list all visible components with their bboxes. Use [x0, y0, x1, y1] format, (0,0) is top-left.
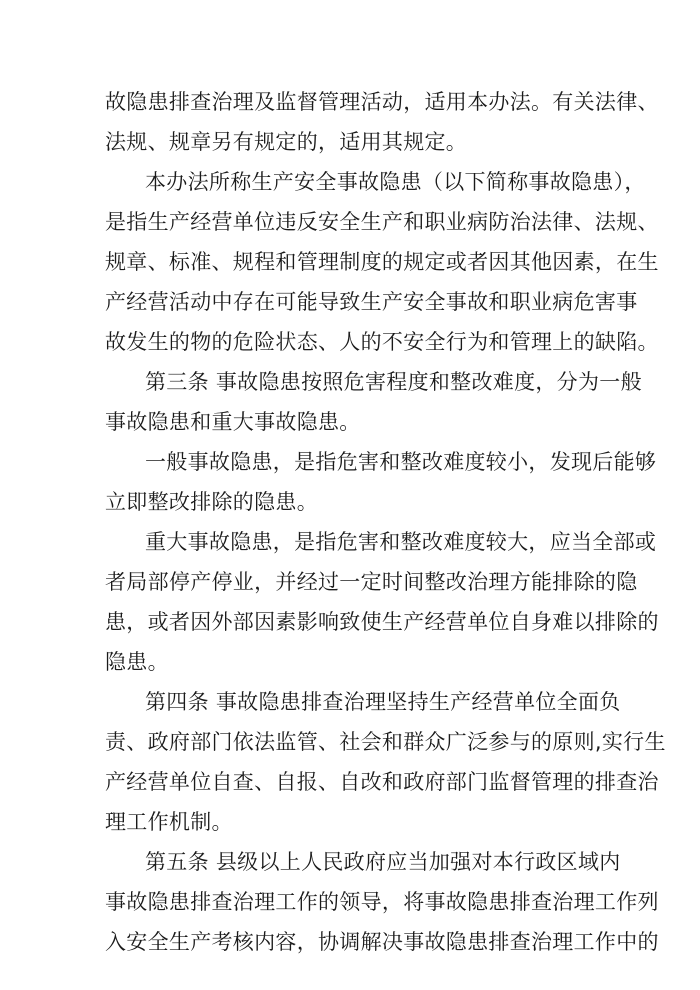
text-line: 患，或者因外部因素影响致使生产经营单位自身难以排除的 — [105, 610, 659, 634]
text-line: 理工作机制。 — [105, 810, 233, 834]
text-line: 责、政府部门依法监管、社会和群众广泛参与的原则,实行生 — [105, 730, 666, 754]
text-line: 入安全生产考核内容，协调解决事故隐患排查治理工作中的 — [105, 930, 659, 954]
paragraph-first-line: 重大事故隐患，是指危害和整改难度较大，应当全部或 — [145, 530, 657, 554]
text-line: 立即整改排除的隐患。 — [105, 490, 318, 514]
text-line: 故隐患排查治理及监督管理活动，适用本办法。有关法律、 — [105, 90, 659, 114]
text-line: 产经营活动中存在可能导致生产安全事故和职业病危害事 — [105, 290, 638, 314]
text-line: 是指生产经营单位违反安全生产和职业病防治法律、法规、 — [105, 210, 659, 234]
text-line: 规章、标准、规程和管理制度的规定或者因其他因素，在生 — [105, 250, 659, 274]
text-line: 产经营单位自查、自报、自改和政府部门监督管理的排查治 — [105, 770, 659, 794]
text-line: 法规、规章另有规定的，适用其规定。 — [105, 130, 468, 154]
paragraph-first-line: 本办法所称生产安全事故隐患（以下简称事故隐患）， — [145, 170, 646, 194]
text-line: 事故隐患排查治理工作的领导，将事故隐患排查治理工作列 — [105, 890, 659, 914]
paragraph-first-line: 一般事故隐患，是指危害和整改难度较小，发现后能够 — [145, 450, 657, 474]
text-line: 故发生的物的危险状态、人的不安全行为和管理上的缺陷。 — [105, 330, 659, 354]
article-3-first-line: 第三条 事故隐患按照危害程度和整改难度，分为一般 — [145, 370, 642, 394]
text-line: 事故隐患和重大事故隐患。 — [105, 410, 361, 434]
text-line: 者局部停产停业，并经过一定时间整改治理方能排除的隐 — [105, 570, 638, 594]
article-4-first-line: 第四条 事故隐患排查治理坚持生产经营单位全面负 — [145, 690, 621, 714]
article-5-first-line: 第五条 县级以上人民政府应当加强对本行政区域内 — [145, 850, 621, 874]
text-line: 隐患。 — [105, 650, 169, 674]
